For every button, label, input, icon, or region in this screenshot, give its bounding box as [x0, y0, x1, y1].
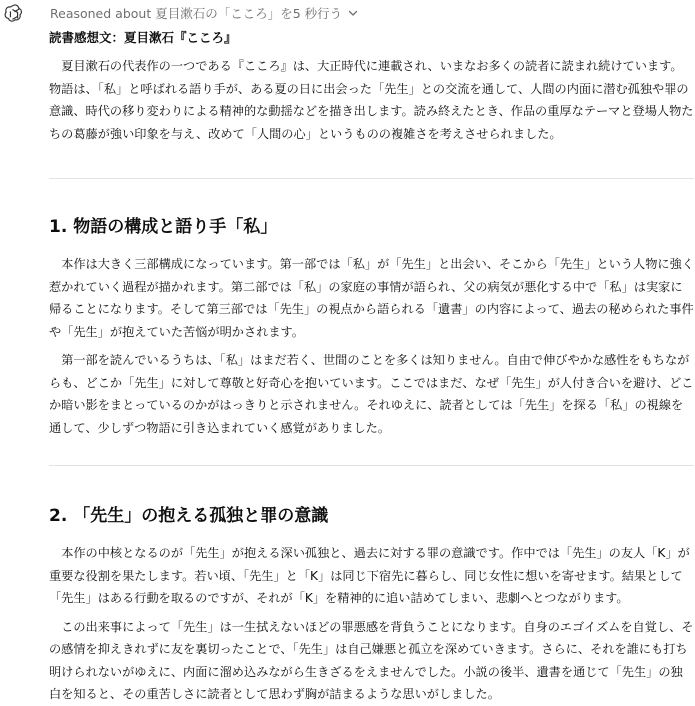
section-divider — [49, 178, 694, 179]
section-divider — [49, 465, 694, 466]
section-paragraph: 第一部を読んでいるうちは、「私」はまだ若く、世間のことを多くは知りません。自由で伸びやかな感性をもちながらも、どこか「先生」に対して尊敬と好奇心を抱いています。ここではまだ、なぜ「先生」が人付き合いを避け、どこか暗い影をまとっているのかがはっきりと示されません。それゆえに、読者としては「先生」を探る「私」の視線を通して、少しずつ物語に引き込まれていく感覚がありました。 — [49, 353, 694, 435]
assistant-logo-icon — [4, 2, 26, 24]
section-heading: 2. 「先生」の抱える孤独と罪の意識 — [49, 506, 329, 526]
response-content — [49, 28, 694, 706]
document-title: 読書感想文：夏目漱石『こころ』 — [49, 30, 237, 45]
section-paragraph: 本作は大きく三部構成になっています。第一部では「私」が「先生」と出会い、そこから「先生」という人物に強く惹かれていく過程が描かれます。第二部では「私」の家庭の事情が語られ、父の病気が悪化する中で「私」は実家に帰ることになります。そして第三部では「先生」の視点から語られる「遺書」の内容によって、過去の秘められた事件や「先生」が抱えていた苦悩が明かされます。 — [49, 257, 694, 339]
intro-paragraph: 夏目漱石の代表作の一つである『こころ』は、大正時代に連載され、いまなお多くの読者に読まれ続けています。物語は、「私」と呼ばれる語り手が、ある夏の日に出会った「先生」との交流を通して、人間の内面に潜む孤独や罪の意識、時代の移り変わりによる精神的な動揺などを描き出します。読み終えたとき、作品の重厚なテーマと登場人物たちの葛藤が強い印象を与え、改めて「人間の心」というものの複雑さを考えさせられました。 — [49, 59, 694, 141]
reasoning-toggle-label: Reasoned about 夏目漱石の「こころ」を5 秒行う — [50, 6, 343, 21]
section-heading: 1. 物語の構成と語り手「私」 — [49, 217, 278, 237]
section-paragraph: 本作の中核となるのが「先生」が抱える深い孤独と、過去に対する罪の意識です。作中では「先生」の友人「K」が重要な役割を果たします。若い頃、「先生」と「K」は同じ下宿先に暮らし、同じ女性に想いを寄せます。結果として「先生」はある行動を取るのですが、それが「K」を精神的に追い詰めてしまい、悲劇へとつながります。 — [49, 546, 690, 605]
reasoning-toggle[interactable] — [50, 4, 358, 22]
section-paragraph: この出来事によって「先生」は一生拭えないほどの罪悪感を背負うことになります。自身のエゴイズムを自覚し、その感情を抑えきれずに友を裏切ったことで、「先生」は自己嫌悪と孤立を深めていきます。さらに、それを誰にも打ち明けられないがゆえに、内面に溜め込みながら生きざるをえませんでした。小説の後半、遺書を通じて「先生」の独白を知ると、その重苦しさに読者として思わず胸が詰まるような思いがしました。 — [49, 619, 694, 701]
chevron-down-icon — [348, 8, 358, 18]
